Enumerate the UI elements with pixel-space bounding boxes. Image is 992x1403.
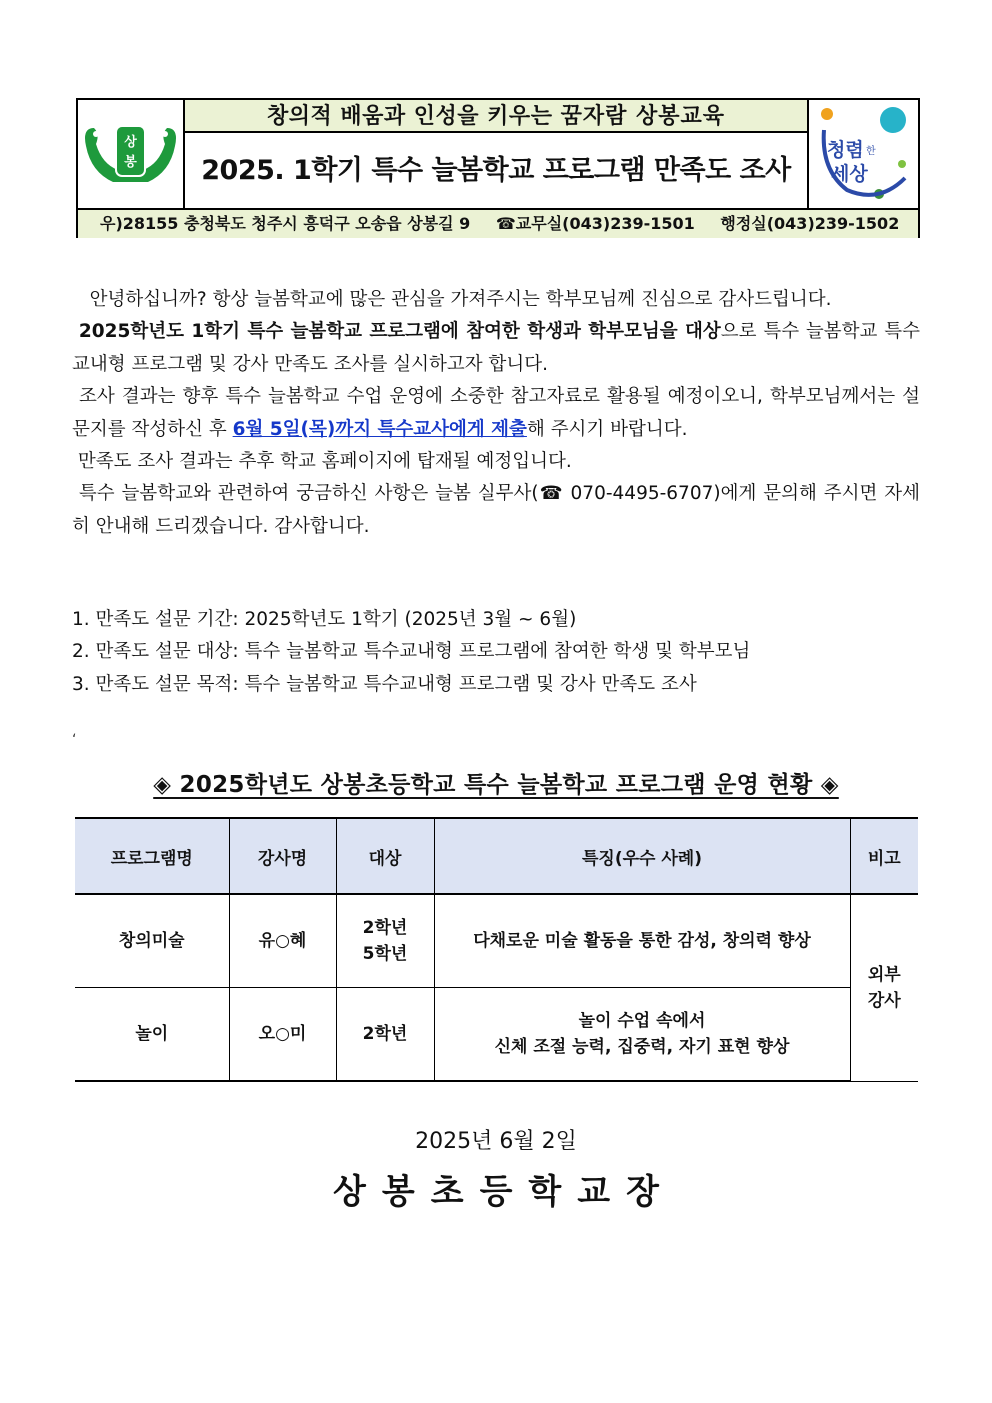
integrity-logo [807,100,918,208]
paragraph-target: 2025학년도 1학기 특수 늘봄학교 프로그램에 참여한 학생과 학부모님을 대상으로 특수 늘봄학교 특수교내형 프로그램 및 강사 만족도 조사를 실시하고자 합니다. [72,321,921,375]
cell-teacher: 유○혜 [229,894,336,988]
letterhead [76,98,920,238]
table-row [75,988,918,1082]
cell-target: 2학년 5학년 [336,894,434,988]
logo-word-1b: 한 [866,146,876,157]
document-date: 2025년 6월 2일 [415,1129,577,1154]
address-bar [78,208,918,238]
school-address: 우)28155 충청북도 청주시 흥덕구 오송읍 상봉길 9 [100,214,471,233]
col-feature: 특징(우수 사례) [434,818,850,894]
cell-program: 창의미술 [75,894,229,988]
col-target: 대상 [336,818,434,894]
slogan-plain: 창의적 배움과 인성을 키우는 [266,104,561,129]
cell-note: 외부 강사 [850,894,918,1081]
col-program: 프로그램명 [75,818,229,894]
cell-target: 2학년 [336,988,434,1082]
cell-feature: 놀이 수업 속에서 신체 조절 능력, 집중력, 자기 표현 향상 [434,988,850,1082]
program-table [75,817,918,1082]
list-item-target: 2. 만족도 설문 대상: 특수 늘봄학교 특수교내형 프로그램에 참여한 학생 및 학부모님 [72,641,751,663]
school-emblem [78,100,185,208]
col-note: 비고 [850,818,918,894]
stray-mark: ‘ [72,732,77,748]
col-teacher: 강사명 [229,818,336,894]
paragraph-contact: 특수 늘봄학교와 관련하여 궁금하신 사항은 늘봄 실무사(☎ 070-4495-6707)에게 문의해 주시면 자세히 안내해 드리겠습니다. 감사합니다. [72,483,920,537]
list-item-period: 1. 만족도 설문 기간: 2025학년도 1학기 (2025년 3월 ~ 6월) [72,609,577,630]
document-title: 2025. 1학기 특수 늘봄학교 프로그램 만족도 조사 [201,155,791,186]
cell-program: 놀이 [75,988,229,1082]
letter-body [72,284,920,543]
section-title: ◈ 2025학년도 상봉초등학교 특수 늘봄학교 프로그램 운영 현황 ◈ [153,772,839,798]
target-bold: 2025학년도 1학기 특수 늘봄학교 프로그램에 참여한 학생과 학부모님을 대상 [78,321,721,343]
signer: 상봉초등학교장 [333,1172,675,1212]
logo-word-2: 세상 [831,163,868,185]
survey-info-list [72,604,920,701]
office-phone: ☎교무실(043)239-1501 [495,214,695,233]
deadline-highlight: 6월 5일(목)까지 특수교사에게 제출 [232,418,527,440]
slogan [185,100,807,133]
emblem-char-2: 봉 [124,155,137,170]
cell-feature: 다채로운 미술 활동을 통한 감성, 창의력 향상 [434,894,850,988]
table-header-row [75,818,918,894]
emblem-char-1: 상 [124,135,137,150]
cell-teacher: 오○미 [229,988,336,1082]
list-item-purpose: 3. 만족도 설문 목적: 특수 늘봄학교 특수교내형 프로그램 및 강사 만족도 조사 [72,673,697,695]
paragraph-homepage: 만족도 조사 결과는 추후 학교 홈페이지에 탑재될 예정입니다. [77,451,572,473]
table-row [75,894,918,988]
logo-word-1: 청렴 [827,139,864,161]
slogan-fancy: 꿈자람 상봉교육 [560,103,726,129]
paragraph-greeting: 안녕하십니까? 항상 늘봄학교에 많은 관심을 가져주시는 학부모님께 진심으로 감사드립니다. [89,289,832,310]
admin-phone: 행정실(043)239-1502 [720,214,900,233]
paragraph-deadline: 조사 결과는 향후 특수 늘봄학교 수업 운영에 소중한 참고자료로 활용될 예정이오니, 학부모님께서는 설문지를 작성하신 후 6월 5일(목)까지 특수교사에게 제출해 주시기 바랍니다. [72,386,920,440]
